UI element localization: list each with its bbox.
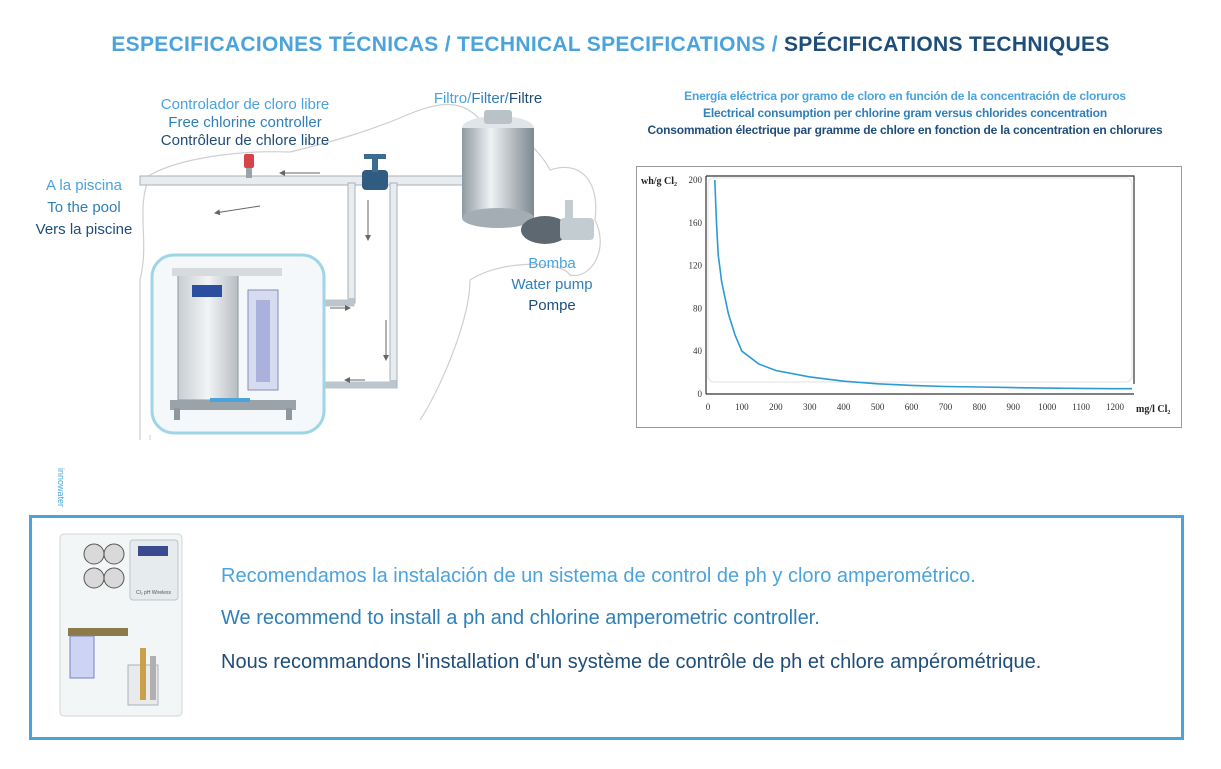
chart-title — [630, 88, 1180, 139]
chlorine-sensor-body — [246, 168, 252, 178]
x-tick-label: 800 — [972, 402, 987, 412]
chart-title-es: Energía eléctrica por gramo de cloro en función de la concentración de cloruros — [684, 89, 1126, 103]
x-tick-label: 1100 — [1072, 402, 1090, 412]
filter-separator: / — [504, 90, 509, 107]
device-leg — [174, 408, 180, 420]
filter-valve — [484, 110, 512, 124]
x-tick-label: 900 — [1006, 402, 1021, 412]
recommendation-es: Recomendamos la instalación de un sistema de control de ph y cloro amperométrico. — [221, 565, 976, 587]
pump-label — [492, 253, 612, 316]
controller-label — [150, 96, 340, 150]
x-tick-label: 0 — [705, 402, 711, 412]
return-pipe — [348, 183, 355, 303]
ph-chlorine-controller-image — [56, 468, 190, 723]
pump-label-en: Water pump — [511, 276, 593, 293]
device-leg — [286, 408, 292, 420]
y-tick-label: 0 — [697, 389, 702, 399]
cell-electrodes — [256, 300, 270, 382]
y-tick-label: 80 — [693, 303, 702, 314]
x-tick-label: 200 — [769, 402, 783, 412]
controller-label-en: Free chlorine controller — [168, 114, 322, 131]
x-tick-label: 700 — [938, 402, 953, 412]
filter-separator: / — [467, 90, 472, 107]
energy-consumption-chart — [636, 166, 1182, 428]
pump-pipe — [565, 200, 573, 222]
pool-label-es: A la piscina — [46, 177, 122, 194]
controller-brand: innowater — [56, 468, 66, 508]
y-axis-label: wh/g Cl₂ — [641, 176, 678, 187]
dosing-pump — [84, 568, 104, 588]
filter-housing — [70, 636, 94, 678]
sensor-probe — [140, 648, 146, 700]
y-tick-label: 40 — [693, 346, 702, 357]
x-axis-label: mg/l Cl₂ — [1136, 404, 1171, 415]
valve-stem — [372, 158, 378, 172]
controller-model: Cl₂ pH Wireless — [136, 590, 171, 596]
valve-handle — [364, 154, 386, 159]
dosing-pump — [104, 568, 124, 588]
pool-label-en: To the pool — [47, 199, 121, 216]
title-separator: / — [765, 33, 784, 56]
x-tick-label: 400 — [836, 402, 851, 412]
page-title — [0, 33, 1221, 57]
chlorine-sensor — [244, 154, 254, 168]
x-tick-label: 1200 — [1106, 402, 1125, 412]
supply-pipe — [390, 183, 397, 388]
filter-label-en: Filter — [471, 90, 505, 107]
pump-label-es: Bomba — [528, 255, 576, 272]
x-tick-label: 100 — [735, 402, 749, 412]
controller-pipe — [68, 628, 128, 636]
filter-label — [418, 90, 558, 108]
dosing-pump — [104, 544, 124, 564]
dosing-pump — [84, 544, 104, 564]
flow-arrow — [215, 206, 260, 213]
device-brand-plate — [210, 398, 250, 402]
filter-tank — [462, 128, 534, 218]
filter-label-fr: Filtre — [508, 90, 543, 107]
pump-label-fr: Pompe — [528, 297, 576, 314]
y-tick-label: 120 — [688, 260, 702, 271]
controller-label-es: Controlador de cloro libre — [160, 96, 330, 113]
chart-title-fr: Consommation électrique par gramme de chlore en fonction de la concentration en chlorures — [647, 123, 1163, 137]
chart-title-en: Electrical consumption per chlorine gram versus chlorides concentration — [703, 106, 1107, 120]
device-top — [172, 268, 282, 276]
x-tick-label: 1000 — [1038, 402, 1057, 412]
x-tick-label: 500 — [870, 402, 885, 412]
x-tick-label: 300 — [803, 402, 817, 412]
sensor-probe — [150, 656, 156, 700]
valve — [362, 170, 388, 190]
pool-label-fr: Vers la piscine — [35, 221, 133, 238]
filter-label-es: Filtro — [433, 90, 468, 107]
chlorinator-display — [192, 285, 222, 297]
y-tick-label: 200 — [688, 175, 702, 185]
title-spanish: ESPECIFICACIONES TÉCNICAS — [111, 33, 439, 56]
recommendation-fr: Nous recommandons l'installation d'un système de contrôle de ph et chlore ampérométrique. — [221, 651, 1042, 673]
controller-display — [138, 546, 168, 556]
pool-label — [24, 175, 144, 241]
x-tick-label: 600 — [904, 402, 919, 412]
main-pipe — [140, 176, 470, 185]
title-separator: / — [438, 33, 457, 56]
y-tick-label: 160 — [688, 217, 702, 228]
title-french: SPÉCIFICATIONS TECHNIQUES — [784, 33, 1110, 56]
controller-label-fr: Contrôleur de chlore libre — [160, 132, 330, 149]
title-english: TECHNICAL SPECIFICATIONS — [456, 33, 766, 56]
recommendation-en: We recommend to install a ph and chlorine amperometric controller. — [221, 607, 820, 629]
